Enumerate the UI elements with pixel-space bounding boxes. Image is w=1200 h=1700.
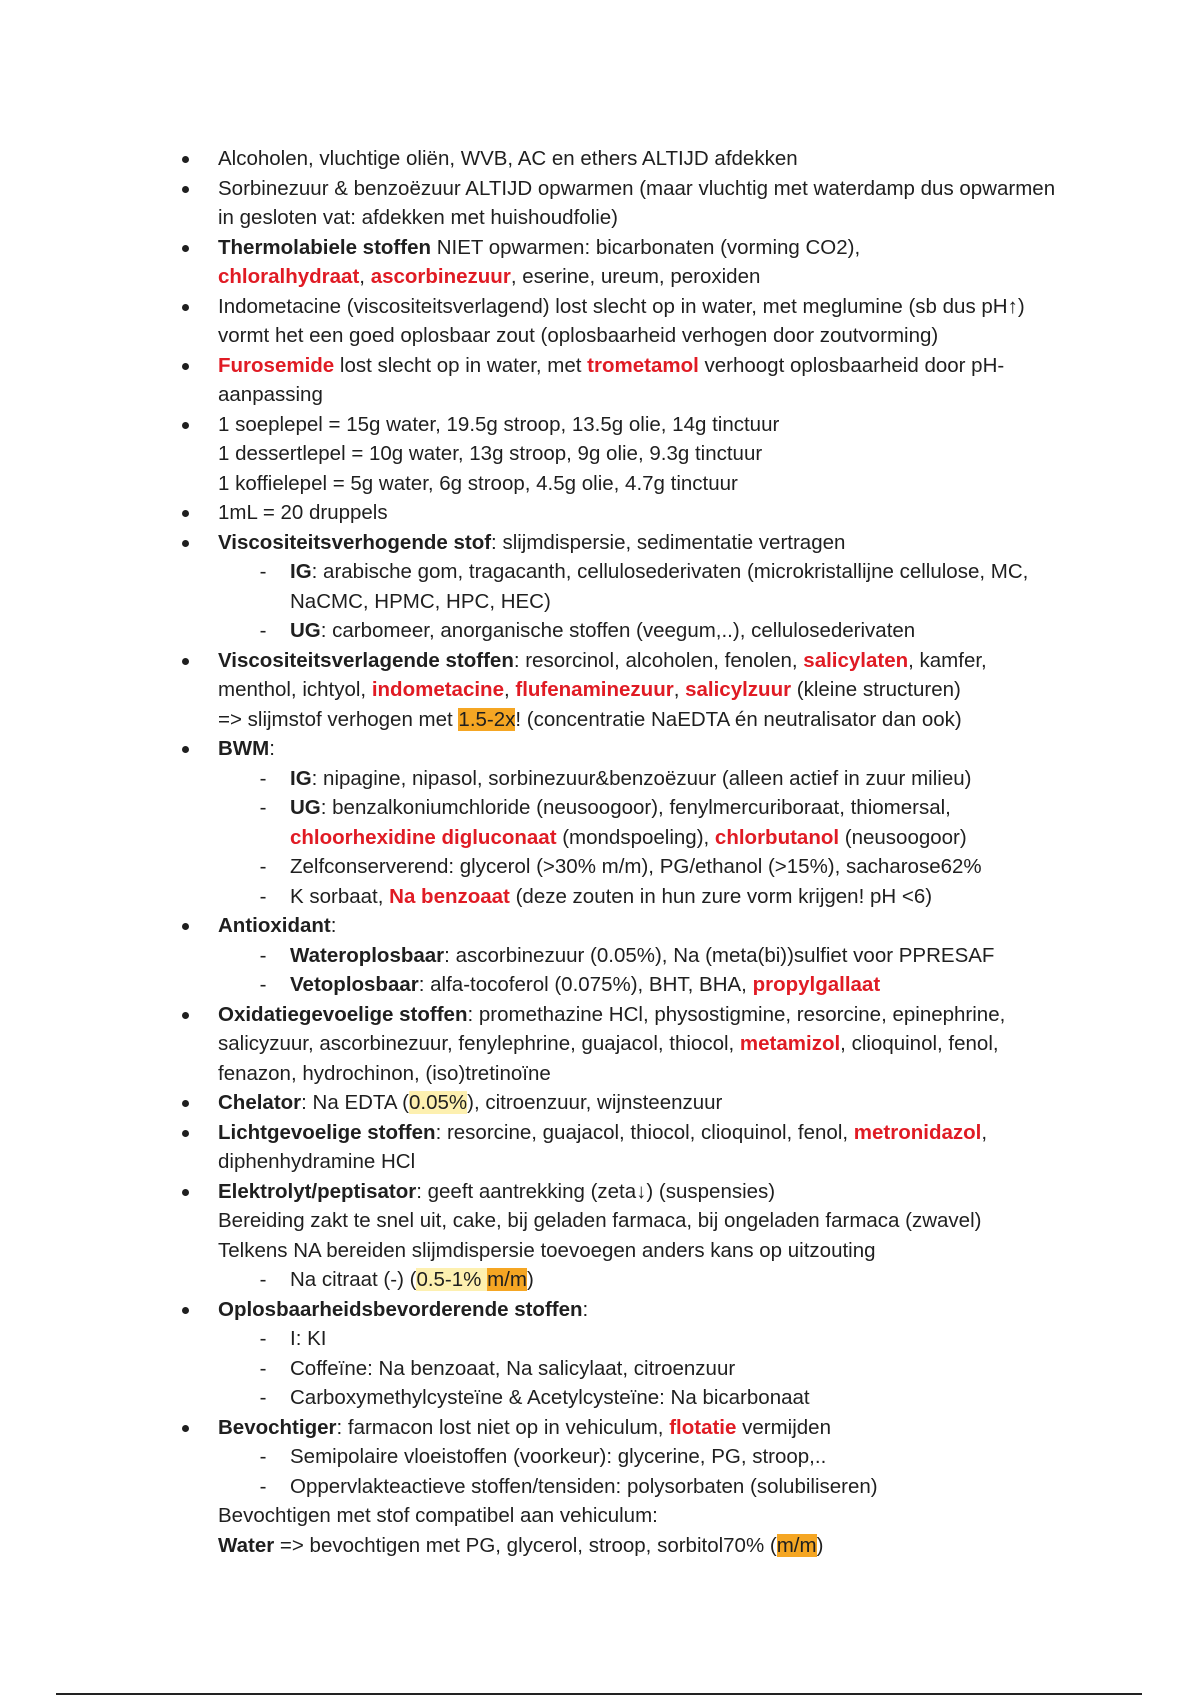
term-bold: Wateroplosbaar [290, 943, 445, 967]
bullet-dot [182, 245, 189, 252]
bullet-text: Alcoholen, vluchtige oliën, WVB, AC en ethers ALTIJD afdekken [218, 147, 798, 170]
continuation-line [180, 1531, 1060, 1561]
sub-text: : arabische gom, tragacanth, cellulosederivaten (microkristallijne cellulose, MC, NaCMC, HPMC, HPC, HEC) [290, 560, 1029, 613]
bullet-text: , clioquinol, fenol, fenazon, hydrochinon, (iso)tretinoïne [218, 1032, 999, 1085]
sub-text: I: KI [290, 1327, 327, 1350]
sub-item [180, 1324, 1060, 1354]
bullet-dot [182, 1189, 189, 1196]
sub-text: Oppervlakteactieve stoffen/tensiden: polysorbaten (solubiliseren) [290, 1474, 878, 1498]
sub-text: Na citraat (-) ( [290, 1268, 417, 1291]
term-red: salicylaten [803, 648, 909, 672]
term-bold: Oxidatiegevoelige stoffen [218, 1002, 468, 1026]
term-bold: Viscositeitsverhogende stof [218, 530, 492, 554]
sub-item [180, 852, 1060, 882]
bullet-text: , eserine, ureum, peroxiden [510, 265, 761, 288]
term-red: chlorbutanol [714, 825, 840, 849]
term-red: Furosemide [218, 353, 335, 377]
term-red: metamizol [739, 1032, 841, 1055]
sub-item [180, 1442, 1060, 1472]
sub-item [180, 1472, 1060, 1502]
dash-marker: - [259, 796, 267, 819]
bullet-text: Telkens NA bereiden slijmdispersie toevoegen anders kans op uitzouting [218, 1238, 876, 1262]
bullet-item [180, 351, 1060, 410]
highlight: 0.5-1% [416, 1268, 488, 1291]
bullet-text: , [673, 678, 686, 701]
bullet-text: => bevochtigen met PG, glycerol, stroop, sorbitol70% ( [274, 1533, 777, 1557]
term-red: ascorbinezuur [370, 265, 511, 288]
dash-marker: - [259, 855, 267, 878]
sub-text: Coffeïne: Na benzoaat, Na salicylaat, citroenzuur [290, 1356, 736, 1380]
term-red: chloorhexidine digluconaat [290, 825, 557, 849]
bullet-text: lost slecht op in water, met [334, 353, 588, 377]
bullet-item [180, 1088, 1060, 1118]
bullet-text: vermijden [736, 1415, 831, 1439]
term-bold: Lichtgevoelige stoffen [218, 1120, 436, 1144]
notes-page [180, 144, 1060, 1560]
bullet-text: ! (concentratie NaEDTA én neutralisator dan ook) [515, 707, 962, 731]
bullet-dot [182, 1130, 189, 1137]
term-bold: Chelator [218, 1091, 302, 1114]
bullet-dot [182, 540, 189, 547]
term-bold: IG [290, 766, 312, 790]
bullet-item [180, 911, 1060, 941]
sub-item [180, 1383, 1060, 1413]
bullet-item [180, 1118, 1060, 1177]
bullet-text: : [330, 914, 337, 937]
dash-marker: - [259, 1445, 267, 1468]
sub-item [180, 970, 1060, 1000]
sub-item [180, 793, 1060, 852]
sub-text: (neusoogoor) [839, 825, 967, 849]
bullet-text: : [269, 737, 275, 760]
bullet-item [180, 1413, 1060, 1443]
sub-text: Zelfconserverend: glycerol (>30% m/m), PG/ethanol (>15%), sacharose62% [290, 855, 982, 878]
highlight: m/m [776, 1533, 817, 1557]
dash-marker: - [259, 973, 267, 996]
bullet-item [180, 410, 1060, 499]
bullet-text: ), citroenzuur, wijnsteenzuur [467, 1091, 723, 1114]
term-bold: Vetoplosbaar [290, 973, 419, 996]
bullet-text: => slijmstof verhogen met [218, 707, 459, 731]
dash-marker: - [259, 1327, 267, 1350]
bullet-text: verhoogt oplosbaarheid door pH-aanpassing [218, 353, 1005, 406]
bullet-text: Bereiding zakt te snel uit, cake, bij geladen farmaca, bij ongeladen farmaca (zwavel) [218, 1209, 982, 1232]
dash-marker: - [259, 1356, 267, 1380]
bullet-text: , kamfer, menthol, ichtyol, [218, 648, 987, 701]
bullet-text: 1 dessertlepel = 10g water, 13g stroop, 9g olie, 9.3g tinctuur [218, 442, 763, 465]
bullet-text: 1 soeplepel = 15g water, 19.5g stroop, 13.5g olie, 14g tinctuur [218, 412, 780, 436]
sub-item [180, 557, 1060, 616]
bullet-dot [182, 1012, 189, 1019]
bullet-text: Indometacine (viscositeitsverlagend) lost slecht op in water, met meglumine (sb dus pH↑) vormt het een goed oplosbaar zout (oplosbaarheid verhogen door zoutvorming) [218, 294, 1025, 347]
sub-text: (mondspoeling), [556, 825, 715, 849]
bullet-item [180, 174, 1060, 233]
highlight: 0.05% [409, 1091, 468, 1114]
bullet-dot [182, 658, 189, 665]
sub-text: : benzalkoniumchloride (neusoogoor), fenylmercuriboraat, thiomersal, [320, 796, 951, 819]
sub-text: ) [526, 1268, 534, 1291]
bullet-item [180, 734, 1060, 764]
term-red: flufenaminezuur [515, 678, 674, 701]
bullet-text: 1mL = 20 druppels [218, 501, 388, 524]
bullet-text: (kleine structuren) [791, 678, 961, 701]
term-red: indometacine [371, 678, 504, 701]
bullet-text: : geeft aantrekking (zeta↓) (suspensies) [416, 1179, 776, 1203]
term-bold: Bevochtiger [218, 1415, 337, 1439]
bullet-item [180, 498, 1060, 528]
bullet-item [180, 1295, 1060, 1325]
bullet-text: , diphenhydramine HCl [218, 1120, 988, 1173]
term-bold: IG [290, 560, 312, 583]
bullet-text: : Na EDTA ( [301, 1091, 409, 1114]
sub-text: : nipagine, nipasol, sorbinezuur&benzoëzuur (alleen actief in zuur milieu) [311, 766, 972, 790]
term-bold: Antioxidant [218, 914, 331, 937]
bullet-item [180, 292, 1060, 351]
dash-marker: - [259, 766, 267, 790]
bullet-text: : farmacon lost niet op in vehiculum, [336, 1415, 670, 1439]
dash-marker: - [259, 884, 267, 908]
sub-item [180, 764, 1060, 794]
bullet-dot [182, 1307, 189, 1314]
bullet-item [180, 144, 1060, 174]
sub-text: (deze zouten in hun zure vorm krijgen! pH <6) [509, 884, 933, 908]
highlight: m/m [487, 1268, 527, 1291]
bullet-dot [182, 923, 189, 930]
sub-text: Semipolaire vloeistoffen (voorkeur): glycerine, PG, stroop,.. [290, 1445, 827, 1468]
term-bold: BWM [218, 737, 270, 760]
bullet-text: : promethazine HCl, physostigmine, resorcine, epinephrine, salicyzuur, ascorbinezuur, fenylephrine, guajacol, thiocol, [218, 1002, 1006, 1055]
term-bold: Thermolabiele stoffen [218, 235, 432, 259]
highlight: 1.5-2x [458, 707, 516, 731]
dash-marker: - [259, 943, 267, 967]
sub-text: K sorbaat, [290, 884, 390, 908]
term-red: chloralhydraat [218, 265, 360, 288]
dash-marker: - [259, 1386, 267, 1409]
bullet-dot [182, 1425, 189, 1432]
bullet-text: : resorcine, guajacol, thiocol, clioquinol, fenol, [435, 1120, 854, 1144]
term-bold: Viscositeitsverlagende stoffen [218, 648, 514, 672]
bullet-text: Sorbinezuur & benzoëzuur ALTIJD opwarmen (maar vluchtig met waterdamp dus opwarmen in gesloten vat: afdekken met huishoudfolie) [218, 176, 1056, 229]
bullet-dot [182, 422, 189, 429]
term-red: salicylzuur [685, 678, 792, 701]
term-red: Na benzoaat [389, 884, 510, 908]
sub-item [180, 1265, 1060, 1295]
bullet-dot [182, 510, 189, 517]
bullet-item [180, 1000, 1060, 1089]
bullet-text: , [503, 678, 516, 701]
sub-text: : ascorbinezuur (0.05%), Na (meta(bi))sulfiet voor PPRESAF [444, 943, 995, 967]
dash-marker: - [259, 1268, 267, 1291]
bullet-text: NIET opwarmen: bicarbonaten (vorming CO2), [431, 235, 861, 259]
term-bold: Oplosbaarheidsbevorderende stoffen [218, 1297, 583, 1321]
sub-item [180, 941, 1060, 971]
sub-item [180, 882, 1060, 912]
bullet-text: ) [816, 1533, 824, 1557]
bullet-dot [182, 156, 189, 163]
sub-text: : carbomeer, anorganische stoffen (veegum,..), cellulosederivaten [320, 619, 916, 642]
term-bold: UG [290, 619, 321, 642]
continuation-line [180, 1501, 1060, 1531]
bullet-dot [182, 304, 189, 311]
term-red: trometamol [587, 353, 699, 377]
term-red: propylgallaat [752, 973, 881, 996]
bullet-item [180, 528, 1060, 558]
dash-marker: - [259, 619, 267, 642]
term-red: metronidazol [853, 1120, 982, 1144]
bullet-text: : [582, 1297, 589, 1321]
sub-item [180, 616, 1060, 646]
bullet-dot [182, 363, 189, 370]
bullet-text: Bevochtigen met stof compatibel aan vehiculum: [218, 1504, 658, 1527]
bullet-dot [182, 186, 189, 193]
bullet-text: , [359, 265, 371, 288]
term-bold: Elektrolyt/peptisator [218, 1179, 417, 1203]
dash-marker: - [259, 1474, 267, 1498]
bullet-item [180, 233, 1060, 292]
bullet-dot [182, 746, 189, 753]
bullet-item [180, 1177, 1060, 1266]
bullet-text: : slijmdispersie, sedimentatie vertragen [491, 530, 846, 554]
bullet-dot [182, 1100, 189, 1107]
sub-text: Carboxymethylcysteïne & Acetylcysteïne: Na bicarbonaat [290, 1386, 810, 1409]
sub-text: : alfa-tocoferol (0.075%), BHT, BHA, [418, 973, 753, 996]
bullet-text: : resorcinol, alcoholen, fenolen, [513, 648, 804, 672]
bullet-text: 1 koffielepel = 5g water, 6g stroop, 4.5g olie, 4.7g tinctuur [218, 471, 738, 495]
sub-item [180, 1354, 1060, 1384]
term-red: flotatie [669, 1415, 737, 1439]
term-bold: Water [218, 1533, 275, 1557]
term-bold: UG [290, 796, 321, 819]
bullet-item [180, 646, 1060, 735]
dash-marker: - [259, 560, 267, 583]
page-divider [56, 1693, 1142, 1695]
